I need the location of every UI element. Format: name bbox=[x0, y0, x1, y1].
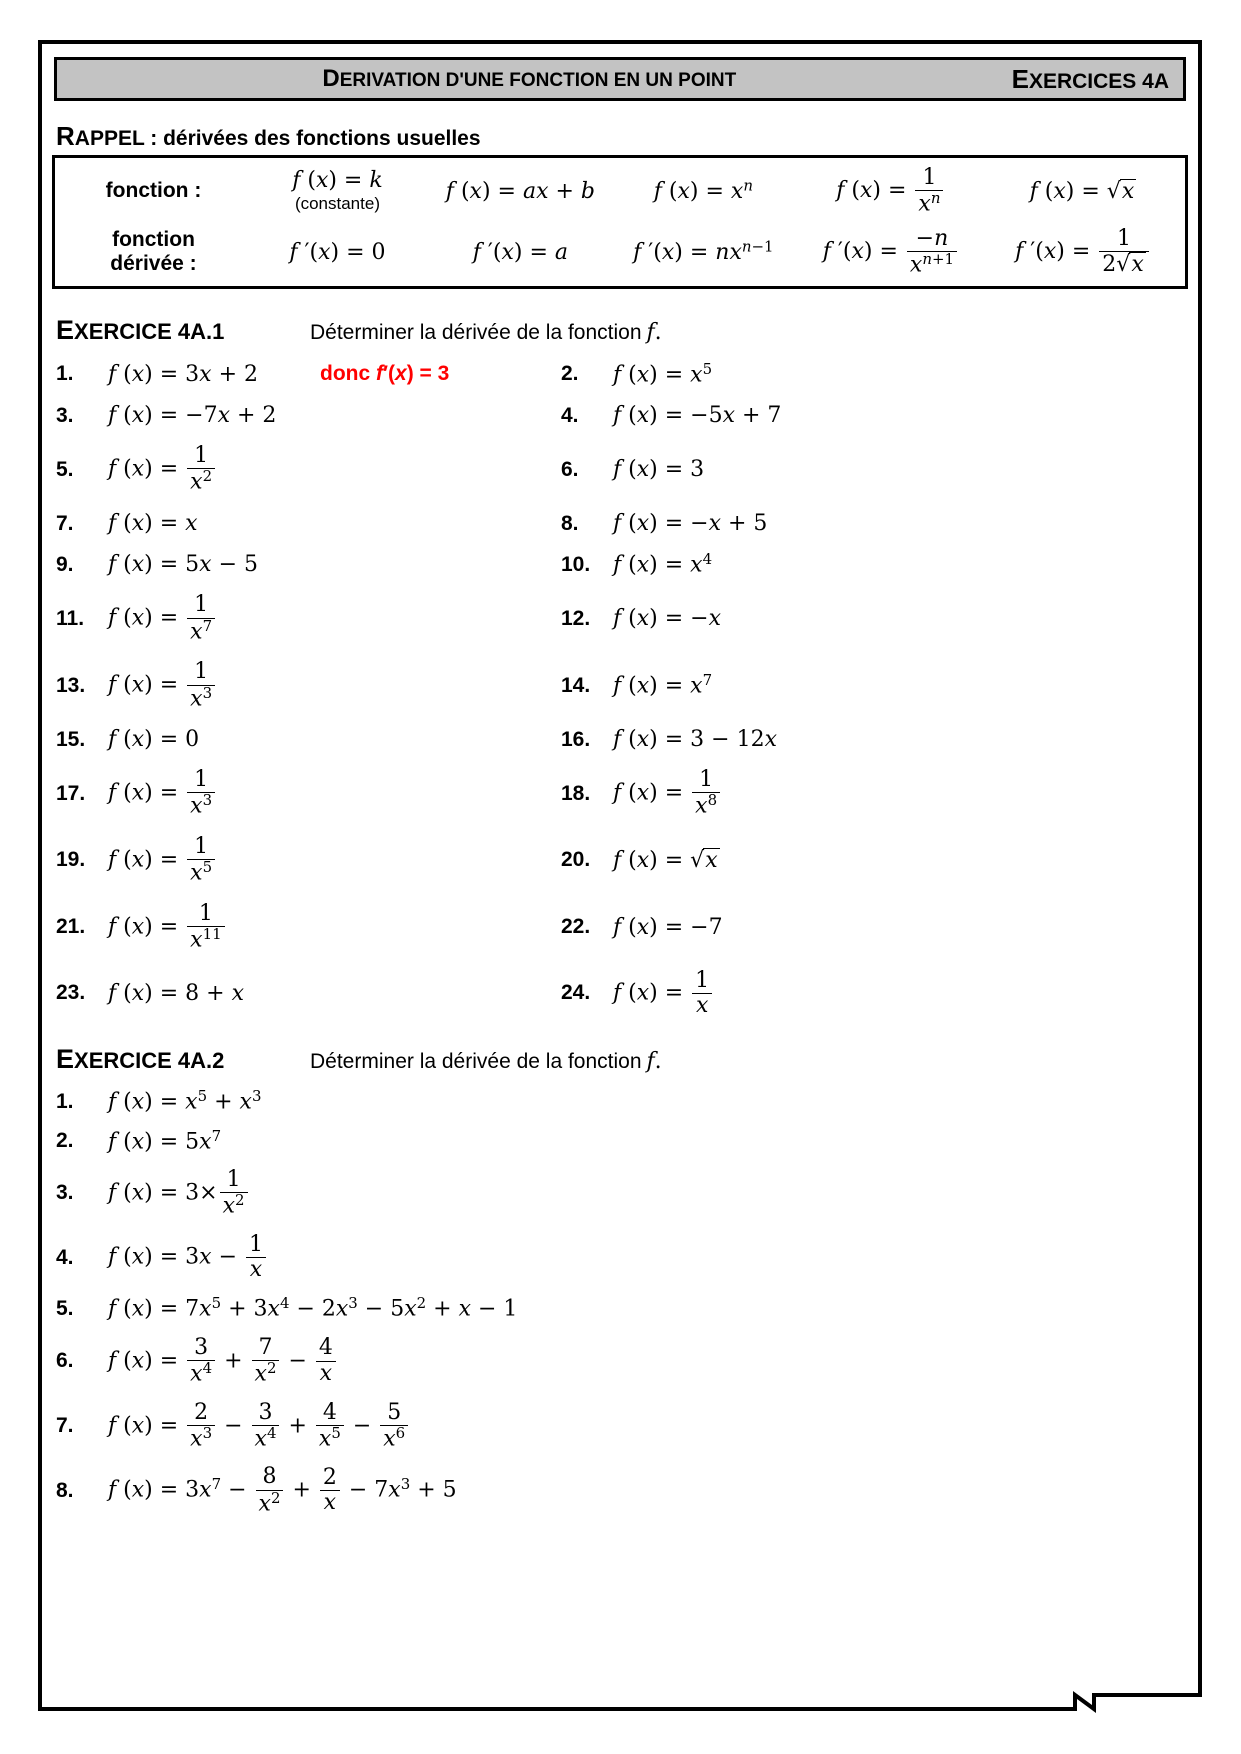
item-number: 11. bbox=[56, 606, 85, 630]
worksheet-page bbox=[38, 40, 1202, 1713]
derivative-cell: f ′(x) = 0 bbox=[289, 239, 386, 265]
derivative-annotation: donc f′(x) = 3 bbox=[320, 362, 450, 386]
exercise-item bbox=[56, 444, 561, 495]
rappel-heading: RAPPEL : dérivées des fonctions usuelles bbox=[56, 121, 481, 151]
exercise-item bbox=[56, 981, 561, 1006]
item-number: 2. bbox=[561, 362, 579, 386]
derivative-cell: f ′(x) = a bbox=[472, 239, 569, 265]
derivative-cell: f ′(x) = $\frac{-n}{x^{n+1}}$ bbox=[795, 227, 987, 278]
item-number: 7. bbox=[56, 511, 74, 535]
exercise-4a1-header bbox=[56, 315, 1188, 346]
rappel-table bbox=[52, 155, 1188, 289]
exercise-item bbox=[561, 969, 1188, 1018]
exercise-item bbox=[561, 848, 1188, 873]
exercise-item bbox=[561, 552, 1188, 577]
page-border-left bbox=[38, 40, 42, 1710]
item-number: 18. bbox=[561, 781, 591, 805]
title-bar bbox=[54, 57, 1186, 101]
exercise-item bbox=[56, 1233, 1188, 1282]
item-number: 12. bbox=[561, 606, 591, 630]
exercise-instruction: Déterminer la dérivée de la fonction f. bbox=[310, 319, 662, 345]
exercise-item bbox=[561, 606, 1188, 631]
exercise-item bbox=[56, 1089, 1188, 1114]
exercise-item bbox=[56, 1126, 1188, 1154]
exercise-4a2-header bbox=[56, 1044, 1188, 1075]
item-formula: f (x) = $\frac{1}{x^{11}}$ bbox=[108, 902, 227, 953]
item-number: 5. bbox=[56, 1296, 74, 1320]
exercise-instruction: Déterminer la dérivée de la fonction f. bbox=[310, 1049, 662, 1075]
item-number: 10. bbox=[561, 552, 591, 576]
item-number: 4. bbox=[561, 403, 579, 427]
exercise-item bbox=[56, 768, 561, 819]
item-formula: f (x) = 3× $\frac{1}{x^2}$ bbox=[108, 1168, 250, 1219]
exercise-item bbox=[561, 511, 1188, 536]
exercise-item bbox=[561, 403, 1188, 428]
item-formula: f (x) = $\frac{1}{x^7}$ bbox=[108, 593, 217, 644]
item-formula: f (x) = $\frac{1}{x^8}$ bbox=[613, 768, 722, 819]
item-number: 8. bbox=[56, 1478, 74, 1502]
exercise-item bbox=[56, 552, 561, 577]
item-number: 1. bbox=[56, 1089, 74, 1113]
item-formula: f (x) = −x bbox=[613, 606, 722, 632]
exercise-item bbox=[561, 359, 1188, 388]
item-number: 3. bbox=[56, 403, 74, 427]
page-content bbox=[38, 40, 1202, 1516]
exercises-badge: EXERCICES 4A bbox=[1011, 63, 1169, 94]
exercise-item bbox=[56, 593, 561, 644]
item-formula: f (x) = 5x − 5 bbox=[108, 552, 258, 578]
function-cell: f (x) = √x bbox=[1029, 178, 1135, 204]
item-formula: f $(x) = x^4$ bbox=[613, 550, 713, 578]
exercise-item bbox=[56, 1336, 1188, 1387]
exercise-4a1-section bbox=[52, 315, 1188, 1018]
item-number: 15. bbox=[56, 727, 86, 751]
exercise-item bbox=[56, 1401, 1188, 1452]
exercise-item bbox=[56, 835, 561, 886]
exercise-4a2-items bbox=[56, 1089, 1188, 1516]
exercise-item bbox=[56, 660, 561, 711]
function-row-label: fonction : bbox=[105, 179, 202, 203]
item-formula: f (x) = $\frac{1}{x^5}$ bbox=[108, 835, 217, 886]
item-formula: f (x) = √x bbox=[613, 847, 718, 873]
exercise-label: EXERCICE 4A.1 bbox=[56, 314, 225, 345]
item-number: 1. bbox=[56, 362, 74, 386]
item-formula: f (x) = 3 bbox=[613, 457, 705, 483]
function-cell: f $(x) = x^n$ bbox=[653, 176, 753, 205]
item-formula: f (x) = 0 bbox=[108, 727, 200, 753]
item-formula: f (x) = $\frac{3}{x^4}$ + $\frac{7}{x^2}$ − $\frac{4}{x}$ bbox=[108, 1336, 338, 1387]
exercise-item bbox=[561, 457, 1188, 482]
item-number: 4. bbox=[56, 1245, 74, 1269]
item-formula: f (x) = 3x + 2 bbox=[108, 361, 258, 387]
item-number: 2. bbox=[56, 1129, 74, 1153]
exercise-item bbox=[56, 902, 561, 953]
exercise-item bbox=[56, 511, 561, 536]
item-formula: f (x) = 3x − $\frac{1}{x}$ bbox=[108, 1233, 268, 1282]
item-number: 24. bbox=[561, 981, 591, 1005]
exercise-item bbox=[561, 727, 1188, 752]
item-number: 23. bbox=[56, 981, 86, 1005]
item-formula: f (x) = 8 + x bbox=[108, 980, 244, 1006]
instruction-function-symbol: f. bbox=[646, 1049, 662, 1075]
item-formula: f $(x) = x^5 + x^3$ bbox=[108, 1087, 262, 1115]
item-number: 20. bbox=[561, 848, 591, 872]
exercise-item bbox=[56, 727, 561, 752]
item-number: 9. bbox=[56, 552, 74, 576]
item-formula: f (x) = $\frac{1}{x^2}$ bbox=[108, 444, 217, 495]
exercise-item bbox=[56, 362, 561, 387]
item-formula: f $(x) = 3x^7$ − $\frac{8}{x^2}$ + $\frac{2}{x}$ − $7x^3 + 5$ bbox=[108, 1464, 457, 1517]
function-cell: f (x) = k (constante) bbox=[246, 168, 429, 214]
exercise-item bbox=[561, 768, 1188, 819]
item-formula: f (x) = $\frac{1}{x^3}$ bbox=[108, 660, 217, 711]
page-border-top bbox=[38, 40, 1202, 44]
item-number: 21. bbox=[56, 915, 86, 939]
item-formula: f (x) = −5x + 7 bbox=[613, 403, 782, 429]
page-border-right bbox=[1198, 40, 1202, 1695]
item-formula: f (x) = 3 − 12x bbox=[613, 727, 777, 753]
item-formula: f (x) = −x + 5 bbox=[613, 511, 768, 536]
item-number: 6. bbox=[561, 457, 579, 481]
derivative-row-label: fonction dérivée : bbox=[110, 228, 197, 276]
item-number: 16. bbox=[561, 727, 591, 751]
exercise-label: EXERCICE 4A.2 bbox=[56, 1044, 225, 1075]
instruction-function-symbol: f. bbox=[646, 319, 662, 345]
exercise-item bbox=[56, 1168, 1188, 1219]
function-cell: f (x) = ax + b bbox=[445, 178, 596, 204]
item-number: 8. bbox=[561, 511, 579, 535]
item-number: 6. bbox=[56, 1349, 74, 1373]
derivative-cell: f ′(x) = $\frac{1}{2√x}$ bbox=[987, 227, 1179, 277]
function-cell: f (x) = $\frac{1}{x^n}$ bbox=[795, 166, 987, 217]
exercise-4a1-items bbox=[56, 359, 1188, 1018]
item-number: 3. bbox=[56, 1181, 74, 1205]
item-formula: f (x) = −7x + 2 bbox=[108, 403, 277, 429]
exercise-item bbox=[561, 673, 1188, 698]
exercise-item bbox=[561, 915, 1188, 940]
exercise-item bbox=[56, 1465, 1188, 1516]
item-number: 7. bbox=[56, 1413, 74, 1437]
exercise-4a2-section bbox=[52, 1044, 1188, 1516]
item-formula: f $(x) = x^5$ bbox=[613, 359, 713, 388]
item-number: 5. bbox=[56, 457, 74, 481]
item-formula: f (x) = −7 bbox=[613, 914, 723, 940]
item-formula: f (x) = x bbox=[108, 511, 198, 536]
item-number: 17. bbox=[56, 781, 86, 805]
item-number: 14. bbox=[561, 673, 591, 697]
item-formula: f (x) = $\frac{1}{x^3}$ bbox=[108, 768, 217, 819]
rappel-section bbox=[52, 101, 1188, 289]
derivative-cell: f $'(x) = nx^{n-1}$ bbox=[633, 237, 774, 265]
item-number: 19. bbox=[56, 848, 86, 872]
item-formula: f (x) = $\frac{2}{x^3}$ − $\frac{3}{x^4}$ + $\frac{4}{x^5}$ − $\frac{5}{x^6}$ bbox=[108, 1401, 410, 1452]
exercise-item bbox=[56, 403, 561, 428]
item-formula: f $(x) = x^7$ bbox=[613, 671, 713, 699]
exercise-item bbox=[56, 1296, 1188, 1321]
item-formula: f $(x) = 5x^7$ bbox=[108, 1126, 222, 1154]
item-formula: f (x) = $\frac{1}{x}$ bbox=[613, 969, 714, 1018]
item-number: 13. bbox=[56, 673, 86, 697]
function-note: (constante) bbox=[294, 194, 380, 214]
item-formula: f $(x) = 7x^5 + 3x^4 - 2x^3 - 5x^2 + x - 1$ bbox=[108, 1294, 518, 1322]
item-number: 22. bbox=[561, 915, 591, 939]
page-title: DERIVATION D'UNE FONCTION EN UN POINT bbox=[322, 65, 737, 92]
page-border-bottom-with-notch bbox=[38, 1679, 1202, 1713]
